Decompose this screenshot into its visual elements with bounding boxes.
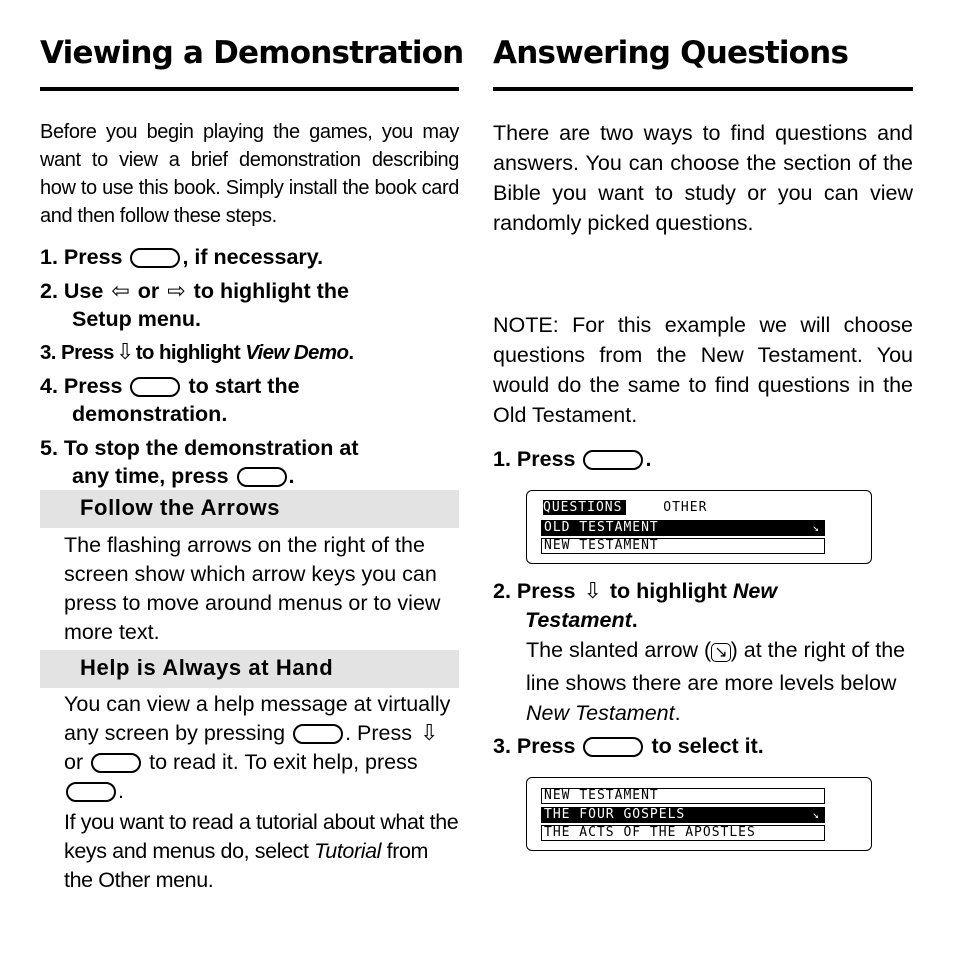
screen-menu-highlight: QUESTIONS xyxy=(543,500,626,515)
screen-row-text: THE FOUR GOSPELS xyxy=(544,807,686,822)
left-heading-rule xyxy=(40,87,459,91)
tutorial-text xyxy=(64,808,459,895)
step-text: demonstration. xyxy=(72,402,228,426)
screen-menu-item: OTHER xyxy=(663,500,708,515)
screen-display-2 xyxy=(526,777,872,851)
help-text-part: to read it. xyxy=(149,750,239,774)
left-arrow-icon: ⇦ xyxy=(111,278,130,303)
demo-step-1 xyxy=(40,243,323,271)
screen-row-menu xyxy=(541,501,825,517)
bar-title: Help is Always at Hand xyxy=(80,655,334,680)
step-text: . xyxy=(645,447,652,471)
screen-row-highlighted xyxy=(541,520,825,536)
screen-row xyxy=(541,788,825,804)
step-text: 3. Press xyxy=(493,734,576,758)
screen-row-highlighted xyxy=(541,807,825,823)
step-text: or xyxy=(137,279,160,303)
right-intro: There are two ways to find questions and answers. You can choose the section of the Bible you want to study or you can view randomly picked questions. xyxy=(493,121,913,235)
key-button-icon xyxy=(130,377,180,397)
slanted-arrow-icon: ↘ xyxy=(711,643,730,662)
key-button-icon xyxy=(66,782,116,802)
step-text-emphasis: View Demo xyxy=(245,341,349,364)
tutorial-text-part: from the Other menu. xyxy=(64,839,429,892)
step-text: 5. To stop the demonstration at xyxy=(40,436,359,460)
key-button-icon xyxy=(130,248,180,268)
left-heading: Viewing a Demonstration xyxy=(40,35,464,71)
help-text xyxy=(64,690,454,806)
screen-row-text: NEW TESTAMENT xyxy=(544,788,659,803)
step-text: 1. Press xyxy=(40,245,123,269)
step-text: Setup menu. xyxy=(72,307,202,331)
step-text: 2. Use xyxy=(40,279,104,303)
key-button-icon xyxy=(583,450,643,470)
tutorial-text-emphasis: Tutorial xyxy=(314,839,382,863)
right-heading: Answering Questions xyxy=(493,35,849,71)
right-arrow-icon: ⇨ xyxy=(167,278,186,303)
help-bar xyxy=(40,650,459,688)
help-text-part: or xyxy=(64,750,84,774)
explanation-emphasis: New Testament xyxy=(526,701,675,725)
step-text: to highlight xyxy=(609,579,727,603)
slanted-arrow-icon: ↘ xyxy=(812,521,820,534)
screen-row xyxy=(541,538,825,554)
tutorial-text-part: If you want to read a tutorial about what the keys and menus do, select xyxy=(64,810,459,863)
demo-step-3 xyxy=(40,339,354,367)
step-text: any time, press xyxy=(72,464,229,488)
step-text: 2. Press xyxy=(493,579,576,603)
slanted-arrow-explanation xyxy=(526,635,908,728)
slanted-arrow-icon: ↘ xyxy=(812,808,820,821)
down-arrow-icon: ⇩ xyxy=(419,720,439,745)
step-text-emphasis: New xyxy=(732,579,778,603)
step-text: to select it. xyxy=(651,734,764,758)
question-step-2 xyxy=(493,577,777,635)
demo-step-4 xyxy=(40,372,300,428)
step-continuation xyxy=(40,462,359,490)
explanation-part: The slanted arrow ( xyxy=(526,638,712,662)
step-text: 4. Press xyxy=(40,374,123,398)
step-text: to highlight the xyxy=(193,279,349,303)
right-heading-rule xyxy=(493,87,913,91)
step-text: 3. Press xyxy=(40,341,114,364)
screen-row-text: OLD TESTAMENT xyxy=(544,520,659,535)
step-text: , if necessary. xyxy=(182,245,324,269)
explanation-part: . xyxy=(674,701,681,725)
question-step-3 xyxy=(493,732,764,760)
left-intro: Before you begin playing the games, you may want to view a brief demonstration describing how to use this book. Simply install the book card and then follow these steps. xyxy=(40,121,459,227)
down-arrow-icon: ⇩ xyxy=(583,578,602,603)
right-note: NOTE: For this example we will choose questions from the New Testament. You would do the same to find questions in the Old Testament. xyxy=(493,313,913,427)
step-text: 1. Press xyxy=(493,447,576,471)
question-step-1 xyxy=(493,445,651,473)
down-arrow-icon: ⇩ xyxy=(115,339,134,364)
screen-row-text: NEW TESTAMENT xyxy=(544,538,659,553)
key-button-icon xyxy=(91,753,141,773)
follow-arrows-bar xyxy=(40,490,459,528)
step-text: to highlight xyxy=(135,341,241,364)
bar-title: Follow the Arrows xyxy=(80,495,281,520)
step-text: to start the xyxy=(188,374,300,398)
screen-display-1 xyxy=(526,490,872,564)
screen-row xyxy=(541,825,825,841)
step-text: . xyxy=(631,608,638,632)
step-text: . xyxy=(348,341,354,364)
screen-row-text: THE ACTS OF THE APOSTLES xyxy=(544,825,756,840)
demo-step-5 xyxy=(40,434,359,490)
key-button-icon xyxy=(237,467,287,487)
explanation-part: ) at the right of the line shows there are more levels below xyxy=(526,638,906,695)
follow-arrows-text: The flashing arrows on the right of the screen show which arrow keys you can press to move around menus or to view more text. xyxy=(64,533,441,644)
demo-step-2 xyxy=(40,277,349,333)
help-text-part: . xyxy=(118,779,124,803)
step-text-emphasis: Testament xyxy=(525,608,632,632)
key-button-icon xyxy=(583,737,643,757)
help-text-part: To exit help, press xyxy=(244,750,418,774)
help-text-part: You can view a help message at virtually any screen by pressing xyxy=(64,692,451,745)
step-continuation xyxy=(493,606,777,635)
help-text-part: . Press xyxy=(345,721,412,745)
key-button-icon xyxy=(293,724,343,744)
step-text: . xyxy=(288,464,295,488)
